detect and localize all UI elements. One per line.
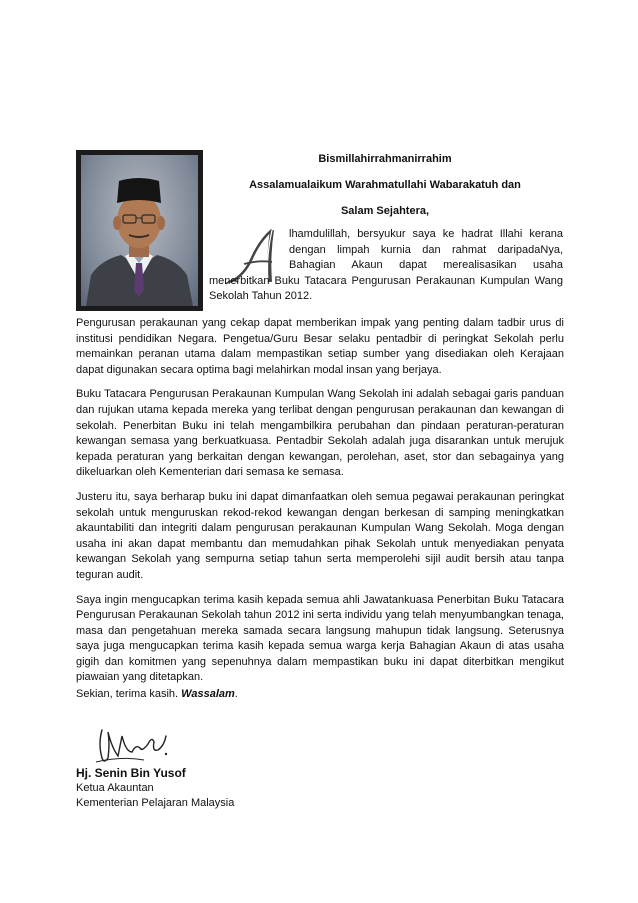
closing-period: . bbox=[234, 688, 238, 700]
body-paragraph-2: Buku Tatacara Pengurusan Perakaunan Kumpulan Wang Sekolah ini adalah sebagai garis panduan dan rujukan utama kepada mereka yang terlibat dengan pengurusan perakaunan dan kewangan di sekolah. Penerbitan Buku ini telah mengambilkira perubahan dan pindaan peraturan-peraturan kewangan semasa yang berkuatkuasa. Pentadbir Sekolah adalah juga disarankan untuk merujuk kepada peraturan yang berkaitan dengan kewangan, perolehan, aset, stor dan sebagainya yang dikeluarkan oleh Kementerian dari semasa ke semasa. bbox=[76, 388, 564, 479]
signatory-organization: Kementerian Pelajaran Malaysia bbox=[76, 797, 235, 809]
foreword-body bbox=[76, 316, 564, 695]
dropcap-space bbox=[209, 227, 289, 273]
signatory-title: Ketua Akauntan bbox=[76, 782, 154, 794]
greeting-salam-line2: Salam Sejahtera, bbox=[340, 205, 430, 217]
body-paragraph-1: Pengurusan perakaunan yang cekap dapat memberikan impak yang penting dalam tadbir urus di institusi pendidikan Negara. Pengetua/Guru Besar selaku pentadbir di peringkat Sekolah perlu memainkan peranan utama dalam mempastikan setiap sumber yang disediakan oleh Kerajaan dapat digunakan secara optima bagi melahirkan modal insan yang berjaya. bbox=[76, 317, 564, 376]
closing-text: Sekian, terima kasih. bbox=[76, 688, 179, 700]
opening-paragraph bbox=[209, 227, 563, 305]
handwritten-signature-icon bbox=[92, 722, 172, 768]
opening-paragraph-text: lhamdulillah, bersyukur saya ke hadrat Illahi kerana dengan limpah kurnia dan rahmat daripadaNya, Bahagian Akaun dapat merealisasikan usaha menerbitkan Buku Tatacara Pengurusan Perakaunan Kumpulan Wang Sekolah Tahun 2012. bbox=[209, 228, 563, 302]
closing-line bbox=[76, 687, 238, 702]
signatory-name: Hj. Senin Bin Yusof bbox=[76, 766, 186, 780]
closing-wassalam: Wassalam bbox=[181, 688, 235, 700]
greeting-bismillah: Bismillahirrahmanirrahim bbox=[318, 153, 452, 165]
portrait-photo bbox=[76, 150, 203, 311]
portrait-image bbox=[81, 155, 198, 306]
greeting-salam-line1: Assalamualaikum Warahmatullahi Wabarakatuh dan bbox=[249, 179, 521, 191]
person-portrait-icon bbox=[81, 155, 198, 306]
body-paragraph-4: Saya ingin mengucapkan terima kasih kepada semua ahli Jawatankuasa Penerbitan Buku Tatacara Pengurusan Perakaunan Sekolah tahun 2012 ini serta individu yang telah menyumbangkan tenaga, masa dan pengetahuan mereka samada secara langsung mahupun tidak langsung. Seterusnya saya juga mengucapkan terima kasih kepada semua warga kerja Bahagian Akaun di atas usaha gigih dan komitmen yang sepenuhnya dalam mempastikan buku ini dapat diterbitkan mengikut piawaian yang ditetapkan. bbox=[76, 593, 564, 684]
body-paragraph-3: Justeru itu, saya berharap buku ini dapat dimanfaatkan oleh semua pegawai perakaunan peringkat sekolah untuk menguruskan rekod-rekod kewangan dengan berkesan di samping meningkatkan akauntabiliti dan integriti dalam pengurusan perakaunan Kumpulan Wang Sekolah. Moga dengan usaha ini akan dapat membantu dan memudahkan pihak Sekolah untuk menyediakan penyata kewangan Sekolah yang sempurna setiap tahun serta memperolehi sijil audit bersih atau tanpa teguran audit. bbox=[76, 490, 564, 581]
